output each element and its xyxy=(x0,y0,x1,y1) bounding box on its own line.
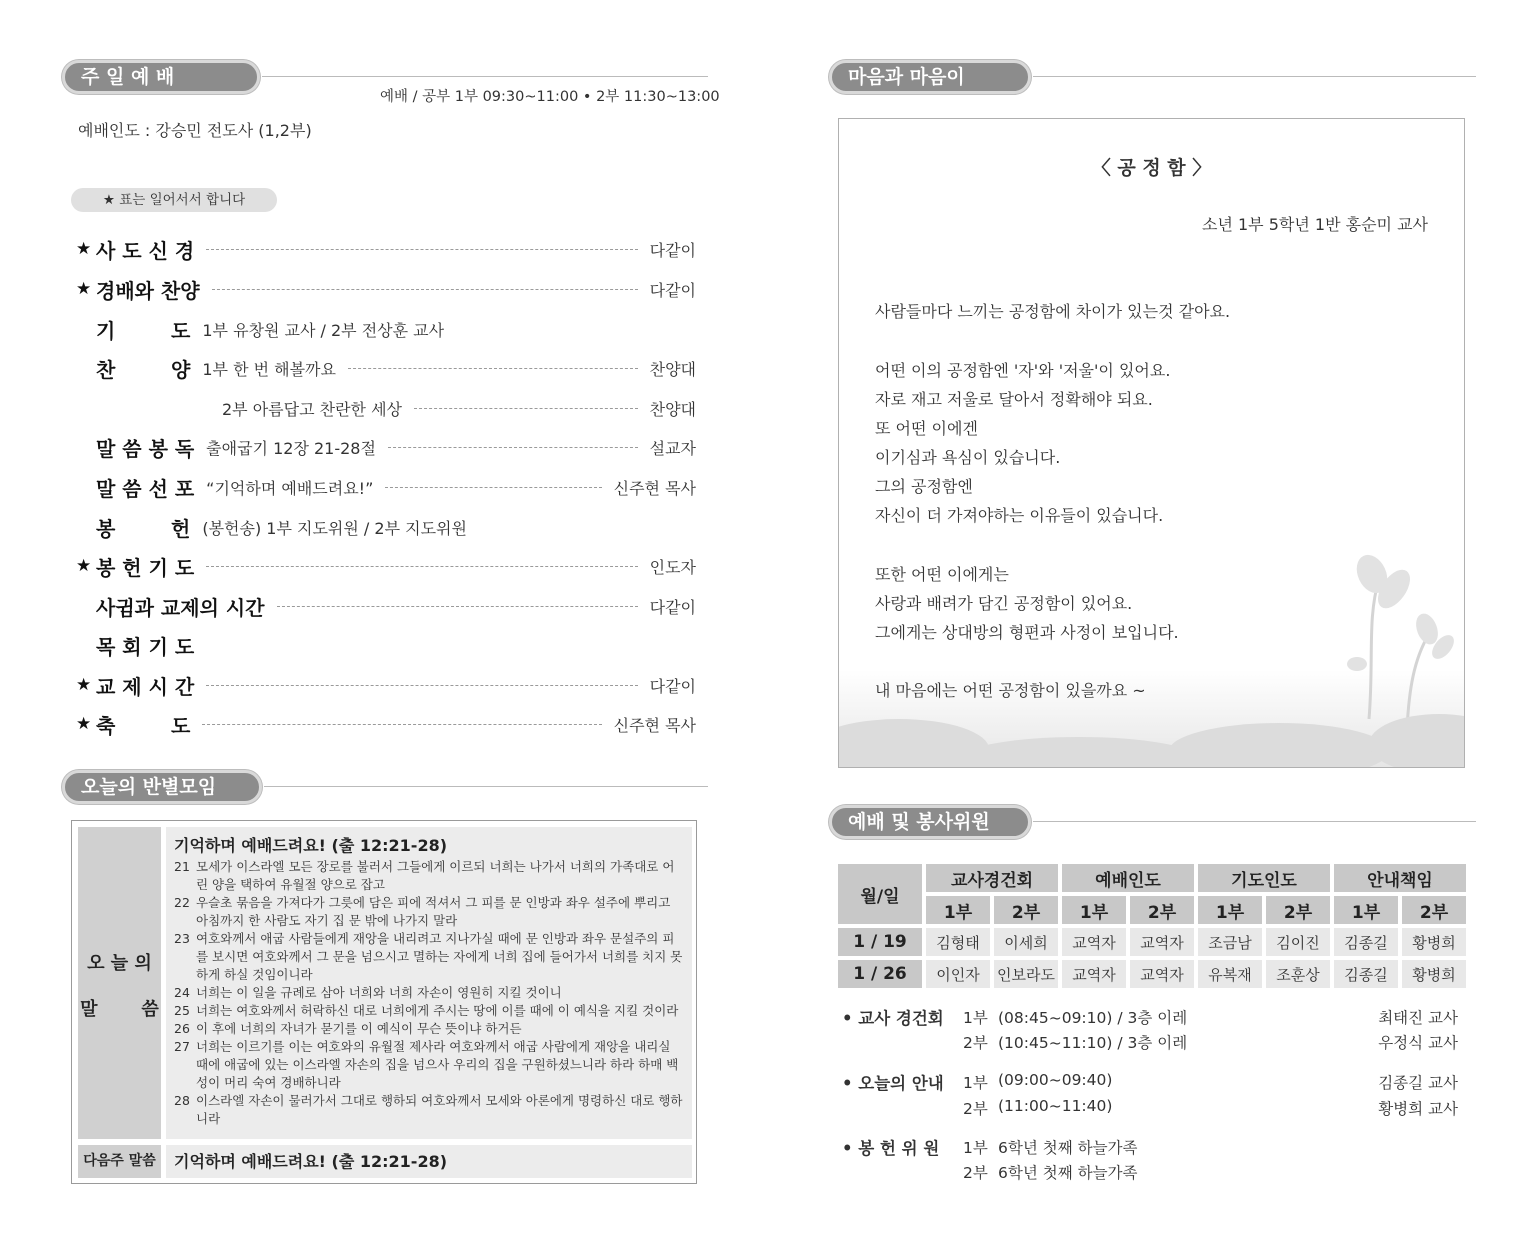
name-cell: 유복재 xyxy=(1198,960,1262,988)
essay-line: 자로 재고 저울로 달아서 정확해야 되요. xyxy=(875,390,1153,409)
service-table xyxy=(834,860,1470,992)
order-label: 교 제 시 간 xyxy=(96,674,195,699)
essay-line: 어떤 이의 공정함엔 '자'와 '저울'이 있어요. xyxy=(875,361,1171,380)
leader-dots xyxy=(348,368,638,369)
verse-text: 여호와께서 애굽 사람들에게 재앙을 내리려고 지나가실 때에 문 인방과 좌우 문설주의 피를 보시면 여호와께서 그 문을 넘으시고 멸하는 자에게 너희 집에 들어가서 너희를 치지 못하게 하실 것임이니라 xyxy=(196,931,683,982)
star-icon: ★ xyxy=(76,239,92,259)
service-section-title: 예배 및 봉사위원 xyxy=(829,805,1031,839)
part-header: 1부 xyxy=(1198,896,1262,924)
info-detail: 6학년 첫째 하늘가족 xyxy=(998,1139,1138,1157)
verse-list xyxy=(166,858,692,1128)
order-row xyxy=(76,512,696,542)
order-person: 신주현 목사 xyxy=(613,478,696,498)
order-content: 1부 한 번 해볼까요 xyxy=(202,359,336,379)
order-content: 1부 유창원 교사 / 2부 전상훈 교사 xyxy=(202,320,445,340)
leader-dots xyxy=(202,724,601,725)
name-cell: 김종길 xyxy=(1334,960,1398,988)
divider xyxy=(264,786,708,787)
part-header: 1부 xyxy=(1062,896,1126,924)
info-label: • 교사 경건회 xyxy=(842,1009,944,1028)
order-person: 찬양대 xyxy=(649,359,696,379)
essay-title: 〈 공 정 함 〉 xyxy=(1091,157,1212,179)
name-cell: 황병희 xyxy=(1402,928,1466,956)
essay-line: 자신이 더 가져야하는 이유들이 있습니다. xyxy=(875,506,1164,525)
order-content: 출애굽기 12장 21-28절 xyxy=(206,438,376,458)
table-row xyxy=(838,960,1466,988)
part-header: 2부 xyxy=(1266,896,1330,924)
verse-number: 22 xyxy=(174,895,190,910)
order-label: 사 도 신 경 xyxy=(96,238,195,263)
word-label-cell xyxy=(78,827,161,1139)
verse xyxy=(174,930,692,984)
essay-box xyxy=(838,118,1465,768)
verse xyxy=(174,1038,692,1092)
date-header: 월/일 xyxy=(838,864,922,924)
order-row xyxy=(76,234,696,264)
order-label: 사귐과 교제의 시간 xyxy=(96,595,265,620)
scripture-cell xyxy=(166,827,692,1139)
info-person: 최태진 교사 xyxy=(1378,1009,1458,1027)
info-detail: (11:00~11:40) xyxy=(998,1097,1113,1115)
order-row xyxy=(76,551,696,581)
info-part: 2부 xyxy=(963,1034,988,1052)
order-row xyxy=(76,314,696,344)
order-row xyxy=(76,393,696,423)
name-cell: 교역자 xyxy=(1062,960,1126,988)
name-cell: 김형태 xyxy=(926,928,990,956)
verse xyxy=(174,894,692,930)
date-cell: 1 / 19 xyxy=(838,928,922,956)
order-label: 봉 헌 xyxy=(96,516,191,541)
verse xyxy=(174,984,692,1002)
leader-dots xyxy=(385,487,601,488)
leader-dots xyxy=(206,685,637,686)
stand-note: ★ 표는 일어서서 합니다 xyxy=(71,188,277,212)
divider xyxy=(1033,821,1476,822)
part-header: 2부 xyxy=(1130,896,1194,924)
star-icon: ★ xyxy=(76,714,92,734)
verse-text: 이 후에 너희의 자녀가 묻기를 이 예식이 무슨 뜻이냐 하거든 xyxy=(196,1021,522,1036)
order-row xyxy=(76,709,696,739)
name-cell: 조금남 xyxy=(1198,928,1262,956)
name-cell: 교역자 xyxy=(1062,928,1126,956)
order-label: 말 씀 봉 독 xyxy=(96,436,195,461)
essay-line: 이기심과 욕심이 있습니다. xyxy=(875,448,1061,467)
order-label: 축 도 xyxy=(96,713,191,738)
verse-number: 27 xyxy=(174,1039,190,1054)
order-content: 2부 아름답고 찬란한 세상 xyxy=(222,399,402,419)
star-icon: ★ xyxy=(76,556,92,576)
order-person: 다같이 xyxy=(649,597,696,617)
group-header: 안내책임 xyxy=(1334,864,1466,892)
verse-number: 25 xyxy=(174,1003,190,1018)
star-icon: ★ xyxy=(76,675,92,695)
name-cell: 김종길 xyxy=(1334,928,1398,956)
next-word-text: 기억하며 예배드려요! (출 12:21-28) xyxy=(166,1145,692,1178)
star-icon: ★ xyxy=(76,279,92,299)
info-label: • 오늘의 안내 xyxy=(842,1074,944,1093)
essay-line: 그에게는 상대방의 형편과 사정이 보입니다. xyxy=(875,623,1179,642)
verse-number: 28 xyxy=(174,1093,190,1108)
leader-dots xyxy=(206,249,637,250)
order-label: 말 씀 선 포 xyxy=(96,476,195,501)
essay-line: 또 어떤 이에겐 xyxy=(875,419,978,438)
date-cell: 1 / 26 xyxy=(838,960,922,988)
essay-line: 사람들마다 느끼는 공정함에 차이가 있는것 같아요. xyxy=(875,302,1231,321)
part-header: 1부 xyxy=(926,896,990,924)
part-header: 2부 xyxy=(1402,896,1466,924)
name-cell: 교역자 xyxy=(1130,928,1194,956)
leader-dots xyxy=(414,408,638,409)
order-row xyxy=(76,274,696,304)
verse-text: 너희는 여호와께서 허락하신 대로 너희에게 주시는 땅에 이를 때에 이 예식을 지킬 것이라 xyxy=(196,1003,679,1018)
group-header: 예배인도 xyxy=(1062,864,1194,892)
verse-text: 너희는 이르기를 이는 여호와의 유월절 제사라 여호와께서 애굽 사람에게 재앙을 내리실 때에 애굽에 있는 이스라엘 자손의 집을 넘으사 우리의 집을 구원하셨느니라 하라 하매 백성이 머리 숙여 경배하니라 xyxy=(196,1039,679,1090)
order-person: 다같이 xyxy=(649,676,696,696)
order-label: 목 회 기 도 xyxy=(96,634,195,659)
verse xyxy=(174,1020,692,1038)
info-detail: (08:45~09:10) / 3층 이레 xyxy=(998,1009,1188,1027)
scripture-title: 기억하며 예배드려요! (출 12:21-28) xyxy=(174,836,448,855)
info-part: 2부 xyxy=(963,1100,988,1118)
order-content: “기억하며 예배드려요!” xyxy=(206,478,374,498)
essay-line: 사랑과 배려가 담긴 공정함이 있어요. xyxy=(875,594,1133,613)
order-row xyxy=(76,353,696,383)
word-label: 말 씀 xyxy=(80,999,159,1020)
part-header: 2부 xyxy=(994,896,1058,924)
order-row xyxy=(76,472,696,502)
worship-leader: 예배인도 : 강승민 전도사 (1,2부) xyxy=(78,121,312,140)
divider xyxy=(1033,76,1476,77)
order-label: 기 도 xyxy=(96,318,191,343)
verse xyxy=(174,1092,692,1128)
worship-time: 예배 / 공부 1부 09:30~11:00 • 2부 11:30~13:00 xyxy=(380,89,720,105)
name-cell: 교역자 xyxy=(1130,960,1194,988)
info-part: 1부 xyxy=(963,1074,988,1092)
verse-number: 21 xyxy=(174,859,190,874)
order-label: 경배와 찬양 xyxy=(96,278,200,303)
leader-dots xyxy=(206,566,637,567)
group-header: 교사경건회 xyxy=(926,864,1058,892)
order-person: 다같이 xyxy=(649,240,696,260)
worship-section-title: 주 일 예 배 xyxy=(62,60,260,94)
order-label: 찬 양 xyxy=(96,357,191,382)
name-cell: 이인자 xyxy=(926,960,990,988)
essay-line: 내 마음에는 어떤 공정함이 있을까요 ~ xyxy=(875,681,1146,700)
order-label: 봉 헌 기 도 xyxy=(96,555,195,580)
verse-text: 이스라엘 자손이 물러가서 그대로 행하되 여호와께서 모세와 아론에게 명령하신 대로 행하니라 xyxy=(196,1093,683,1126)
leader-dots xyxy=(388,447,638,448)
scripture-table xyxy=(71,820,697,1184)
verse xyxy=(174,1002,692,1020)
part-header: 1부 xyxy=(1334,896,1398,924)
leader-dots xyxy=(212,289,638,290)
name-cell: 황병희 xyxy=(1402,960,1466,988)
essay-line: 그의 공정함엔 xyxy=(875,477,973,496)
info-detail: (10:45~11:10) / 3층 이레 xyxy=(998,1034,1188,1052)
order-person: 신주현 목사 xyxy=(613,715,696,735)
order-person: 설교자 xyxy=(649,438,696,458)
verse-number: 24 xyxy=(174,985,190,1000)
verse-text: 우슬초 묶음을 가져다가 그릇에 담은 피에 적셔서 그 피를 문 인방과 좌우 설주에 뿌리고 아침까지 한 사람도 자기 집 문 밖에 나가지 말라 xyxy=(196,895,671,928)
next-word-label: 다음주 말씀 xyxy=(78,1145,161,1178)
name-cell: 인보라도 xyxy=(994,960,1058,988)
info-detail: (09:00~09:40) xyxy=(998,1071,1113,1089)
verse-text: 모세가 이스라엘 모든 장로를 불러서 그들에게 이르되 너희는 나가서 너희의 가족대로 어린 양을 택하여 유월절 양으로 잡고 xyxy=(196,859,675,892)
divider xyxy=(262,76,708,77)
order-person: 다같이 xyxy=(649,280,696,300)
verse-number: 26 xyxy=(174,1021,190,1036)
verse-number: 23 xyxy=(174,931,190,946)
order-row xyxy=(76,432,696,462)
order-row xyxy=(76,591,696,621)
name-cell: 이세희 xyxy=(994,928,1058,956)
order-row xyxy=(76,630,696,660)
info-person: 우정식 교사 xyxy=(1378,1034,1458,1052)
info-label: • 봉 헌 위 원 xyxy=(842,1139,940,1158)
order-content: (봉헌송) 1부 지도위원 / 2부 지도위원 xyxy=(202,518,467,538)
info-person: 황병희 교사 xyxy=(1378,1100,1458,1118)
order-person: 인도자 xyxy=(649,557,696,577)
info-part: 1부 xyxy=(963,1139,988,1157)
info-part: 1부 xyxy=(963,1009,988,1027)
essay-line: 또한 어떤 이에게는 xyxy=(875,565,1009,584)
order-person: 찬양대 xyxy=(649,399,696,419)
info-part: 2부 xyxy=(963,1164,988,1182)
table-row xyxy=(838,928,1466,956)
name-cell: 조훈상 xyxy=(1266,960,1330,988)
word-label: 오 늘 의 xyxy=(87,953,152,974)
heart-section-title: 마음과 마음이 xyxy=(829,60,1031,94)
leader-dots xyxy=(277,606,638,607)
banbyeol-section-title: 오늘의 반별모임 xyxy=(62,770,262,804)
group-header: 기도인도 xyxy=(1198,864,1330,892)
info-person: 김종길 교사 xyxy=(1378,1074,1458,1092)
info-detail: 6학년 첫째 하늘가족 xyxy=(998,1164,1138,1182)
name-cell: 김이진 xyxy=(1266,928,1330,956)
verse-text: 너희는 이 일을 규례로 삼아 너희와 너희 자손이 영원히 지킬 것이니 xyxy=(196,985,562,1000)
essay-author: 소년 1부 5학년 1반 홍순미 교사 xyxy=(1202,215,1428,234)
verse xyxy=(174,858,692,894)
order-row xyxy=(76,670,696,700)
